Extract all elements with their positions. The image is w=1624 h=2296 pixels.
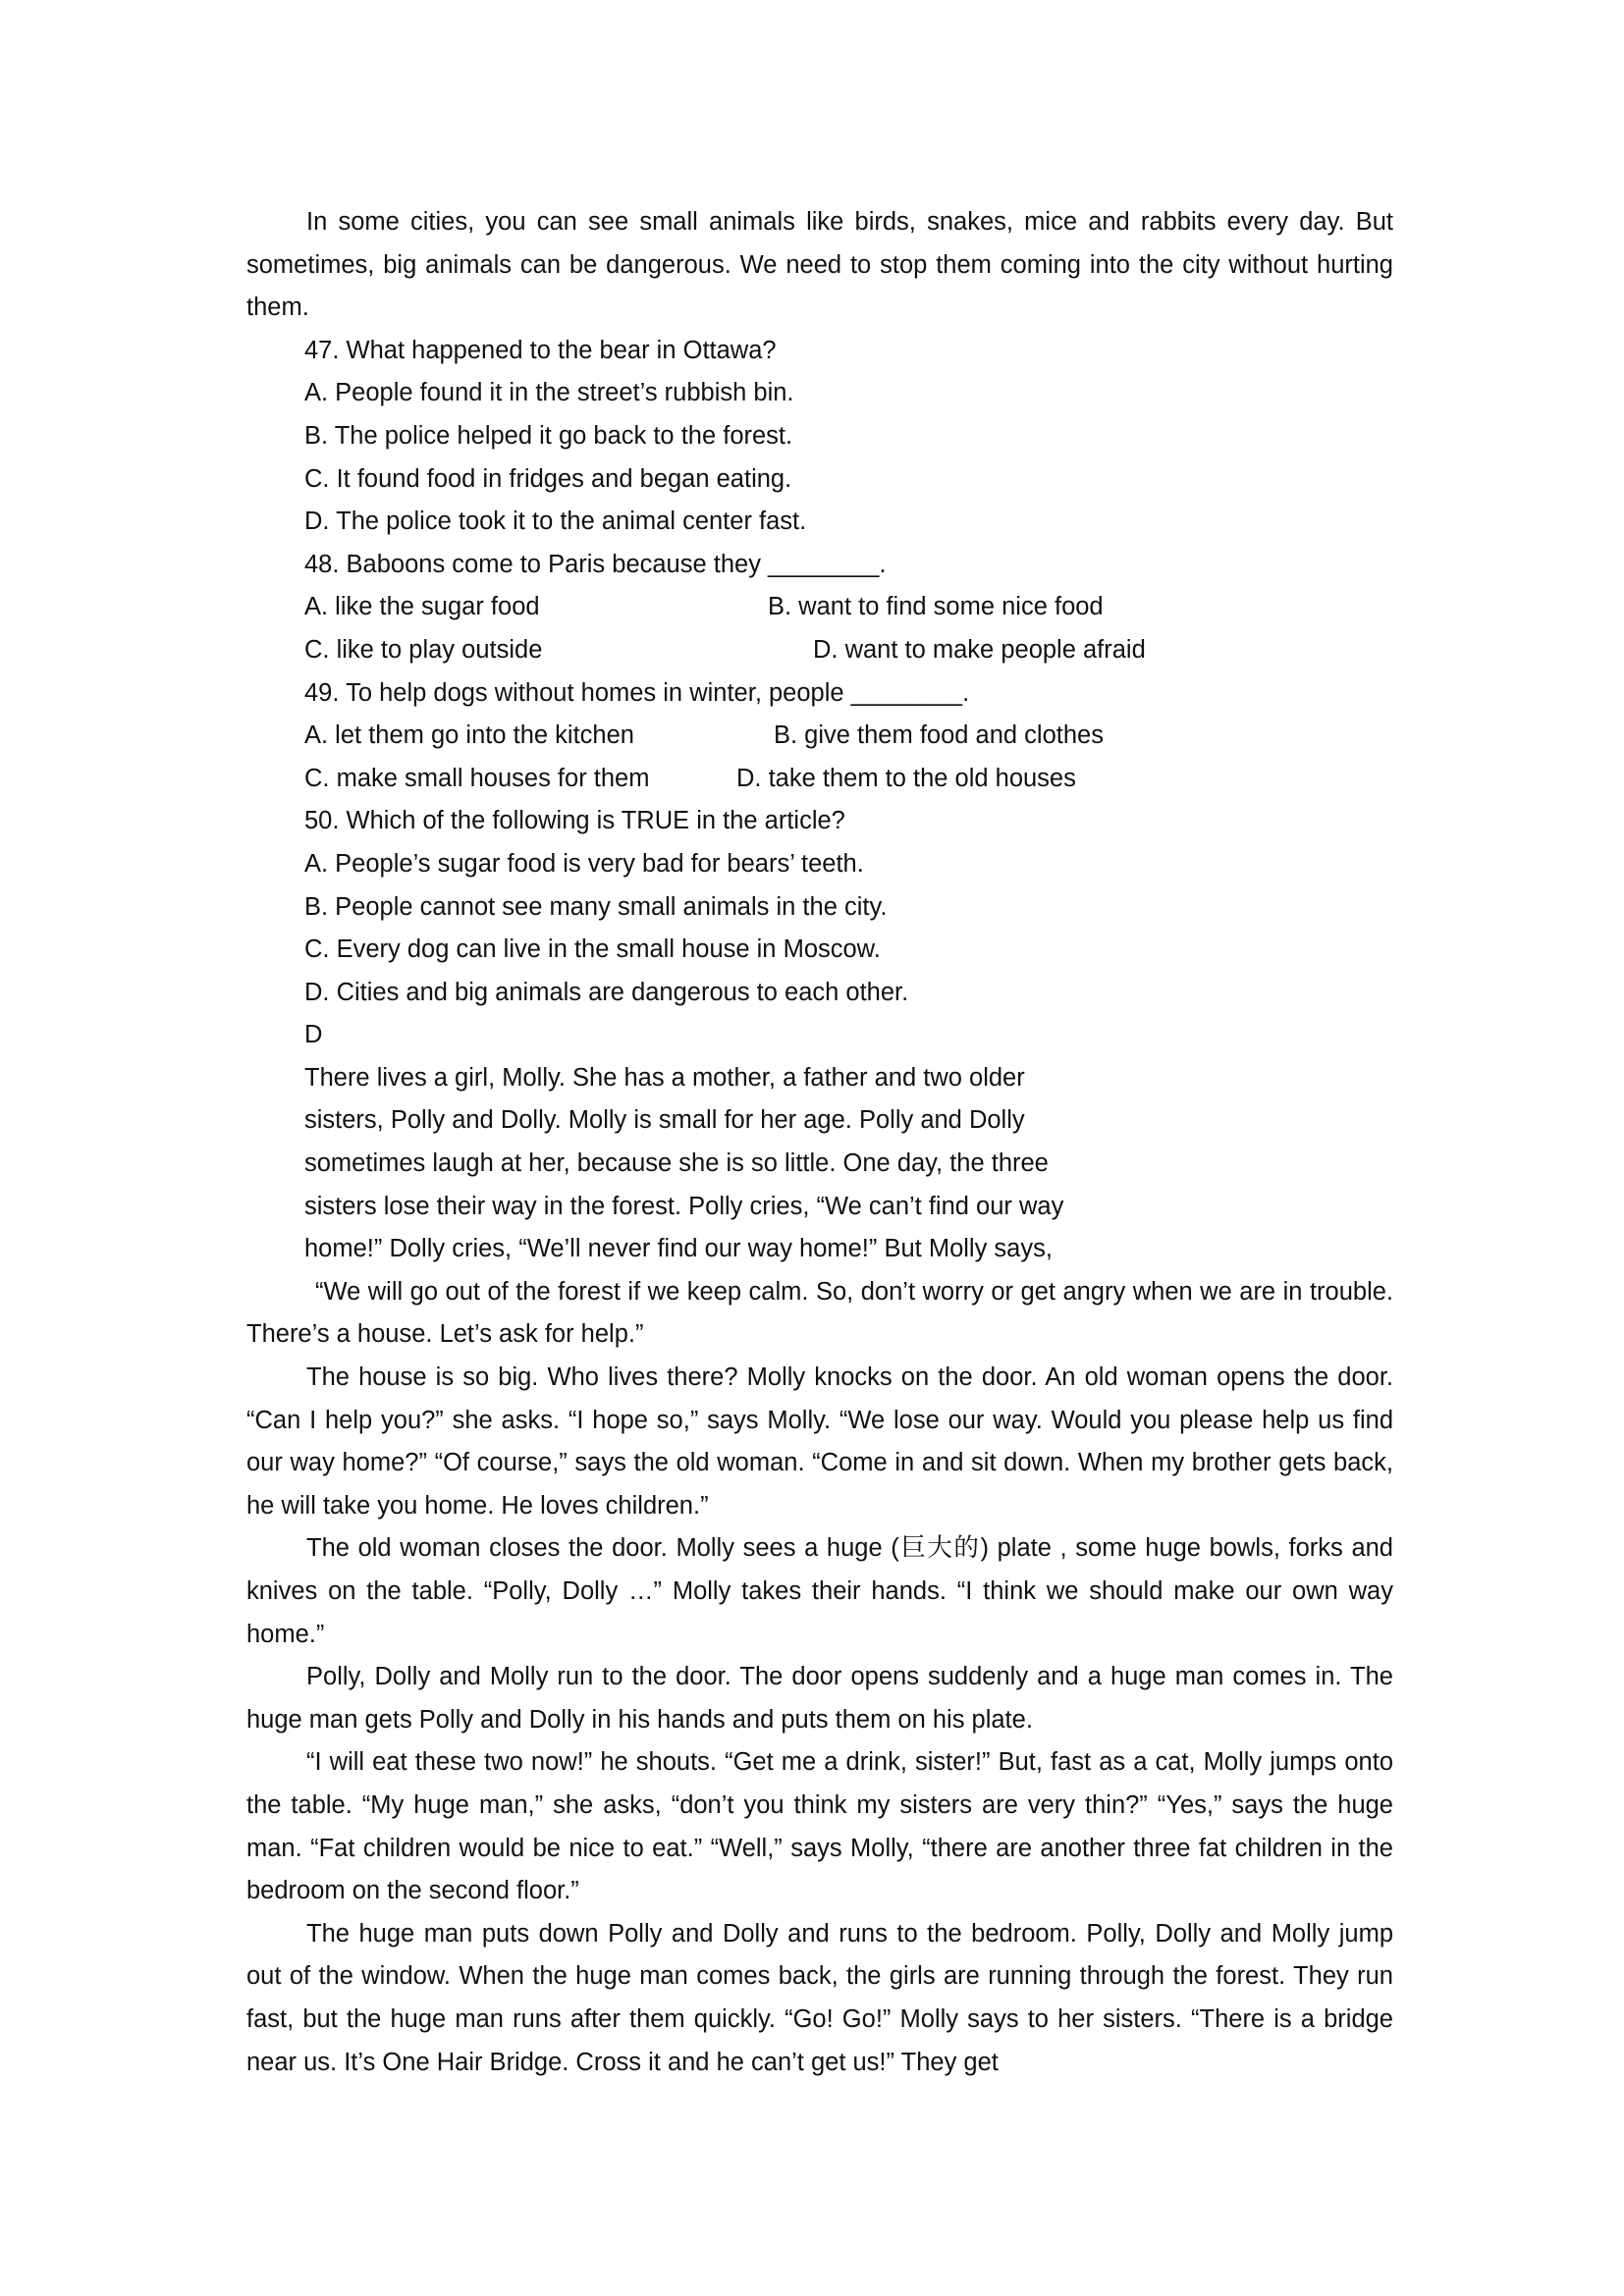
answer-option: D. want to make people afraid xyxy=(813,635,1146,664)
answer-option: B. People cannot see many small animals in the city. xyxy=(304,892,888,921)
story-paragraph: The huge man puts down Polly and Dolly and runs to the bedroom. Polly, Dolly and Molly jump out of the window. When the huge man comes back, the girls are running through the forest. They run fast, but the huge man runs after them quickly. “Go! Go!” Molly says to her sisters. “There is a bridge near us. It’s One Hair Bridge. Cross it and he can’t get us!” They get xyxy=(246,1919,1393,2076)
answer-option: A. People’s sugar food is very bad for bears’ teeth. xyxy=(304,849,864,878)
answer-option: C. Every dog can live in the small house in Moscow. xyxy=(304,935,881,964)
story-line: There lives a girl, Molly. She has a mother, a father and two older xyxy=(304,1063,1025,1092)
question-stem: 49. To help dogs without homes in winter, people ________. xyxy=(304,678,970,707)
intro-paragraph: In some cities, you can see small animals like birds, snakes, mice and rabbits every day. But sometimes, big animals can be dangerous. We need to stop them coming into the city without hurting them. xyxy=(246,208,1393,322)
option-row xyxy=(246,758,1393,801)
answer-option: C. make small houses for them xyxy=(304,764,650,792)
option-row xyxy=(246,715,1393,758)
answer-option: B. The police helped it go back to the forest. xyxy=(304,421,793,450)
option-row xyxy=(246,629,1393,672)
story-paragraph: “We will go out of the forest if we keep calm. So, don’t worry or get angry when we are in trouble. There’s a house. Let’s ask for help.” xyxy=(246,1277,1393,1349)
story-line: home!” Dolly cries, “We’ll never find our way home!” But Molly says, xyxy=(304,1235,1053,1263)
question-stem: 50. Which of the following is TRUE in the article? xyxy=(304,807,845,835)
story-paragraph: Polly, Dolly and Molly run to the door. The door opens suddenly and a huge man comes in. The huge man gets Polly and Dolly in his hands and puts them on his plate. xyxy=(246,1663,1393,1734)
answer-option: D. The police took it to the animal center fast. xyxy=(304,507,807,536)
question-stem: 47. What happened to the bear in Ottawa? xyxy=(304,336,777,364)
story-paragraph: “I will eat these two now!” he shouts. “Get me a drink, sister!” But, fast as a cat, Molly jumps onto the table. “My huge man,” she asks, “don’t you think my sisters are very thin?” “Yes,” says the huge man. “Fat children would be nice to eat.” “Well,” says Molly, “there are another three fat children in the bedroom on the second floor.” xyxy=(246,1748,1393,1905)
document-page xyxy=(246,201,1393,2084)
story-paragraph: The old woman closes the door. Molly sees a huge (巨大的) plate , some huge bowls, forks and knives on the table. “Polly, Dolly …” Molly takes their hands. “I think we should make our own way home.” xyxy=(246,1534,1393,1648)
answer-option: A. let them go into the kitchen xyxy=(304,721,634,750)
answer-option: C. It found food in fridges and began eating. xyxy=(304,464,792,493)
answer-option: C. like to play outside xyxy=(304,635,543,664)
question-stem: 48. Baboons come to Paris because they ________. xyxy=(304,550,887,578)
story-line: sisters lose their way in the forest. Polly cries, “We can’t find our way xyxy=(304,1192,1064,1220)
story-line: sometimes laugh at her, because she is so little. One day, the three xyxy=(304,1149,1049,1178)
story-paragraph: The house is so big. Who lives there? Molly knocks on the door. An old woman opens the door. “Can I help you?” she asks. “I hope so,” says Molly. “We lose our way. Would you please help us find our way home?” “Of course,” says the old woman. “Come in and sit down. When my brother gets back, he will take you home. He loves children.” xyxy=(246,1363,1393,1520)
option-row xyxy=(246,586,1393,629)
story-line: sisters, Polly and Dolly. Molly is small for her age. Polly and Dolly xyxy=(304,1106,1025,1135)
section-label: D xyxy=(304,1021,323,1049)
answer-option: A. like the sugar food xyxy=(304,593,540,621)
answer-option: D. take them to the old houses xyxy=(736,764,1076,792)
answer-option: B. want to find some nice food xyxy=(768,593,1104,621)
answer-option: D. Cities and big animals are dangerous to each other. xyxy=(304,978,909,1006)
answer-option: B. give them food and clothes xyxy=(774,721,1104,750)
answer-option: A. People found it in the street’s rubbish bin. xyxy=(304,379,794,407)
